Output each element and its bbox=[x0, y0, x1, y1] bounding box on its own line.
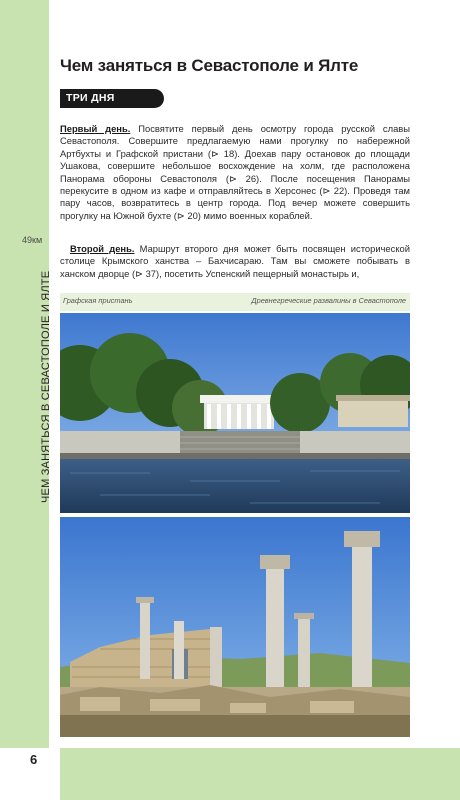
paragraph-body: Маршрут второго дня может быть посвящен исторической столице Крымского ханства – Бахчисараю. Там вы сможете побывать в ханском дворце (⊳ 37), посетить Успенский пещерный монастырь и, bbox=[60, 243, 410, 279]
km-marker: 49км bbox=[22, 235, 43, 245]
page-number: 6 bbox=[30, 752, 38, 767]
paragraph-day-two bbox=[60, 243, 410, 280]
photo-ancient-ruins bbox=[60, 517, 410, 737]
page-title: Чем заняться в Севастополе и Ялте bbox=[60, 56, 359, 75]
paragraph-lead: Первый день. bbox=[60, 123, 131, 134]
caption-grafskaya: Графская пристань bbox=[63, 296, 133, 305]
paragraph-lead: Второй день. bbox=[70, 243, 135, 254]
footer-band bbox=[0, 748, 460, 800]
vertical-section-label: ЧЕМ ЗАНЯТЬСЯ В СЕВАСТОПОЛЕ И ЯЛТЕ bbox=[40, 270, 52, 503]
paragraph-body: Посвятите первый день осмотру города русской славы Севастополя. Совершите предлагаемую нами прогулку по набережной Артбухты и Графской пристани (⊳ 18). Доехав пару остановок до площади Ушакова, совершите небольшое восхождение на холм, где расположена Панорама обороны Севастополя (⊳ 26). После посещения Панорамы перекусите в одном из кафе и отправляйтесь в Херсонес (⊳ 22). Проведя там пару часов, возвратитесь в центр города. Под вечер можете совершить прогулку на Южной бухте (⊳ 20) мимо военных кораблей. bbox=[60, 123, 411, 221]
paragraph-day-one bbox=[60, 123, 410, 222]
photo-grafskaya-pristan bbox=[60, 313, 410, 513]
section-badge: ТРИ ДНЯ bbox=[60, 89, 164, 108]
photo-captions-bar bbox=[60, 293, 410, 311]
caption-ruins: Древнегреческие развалины в Севастополе bbox=[251, 296, 406, 305]
